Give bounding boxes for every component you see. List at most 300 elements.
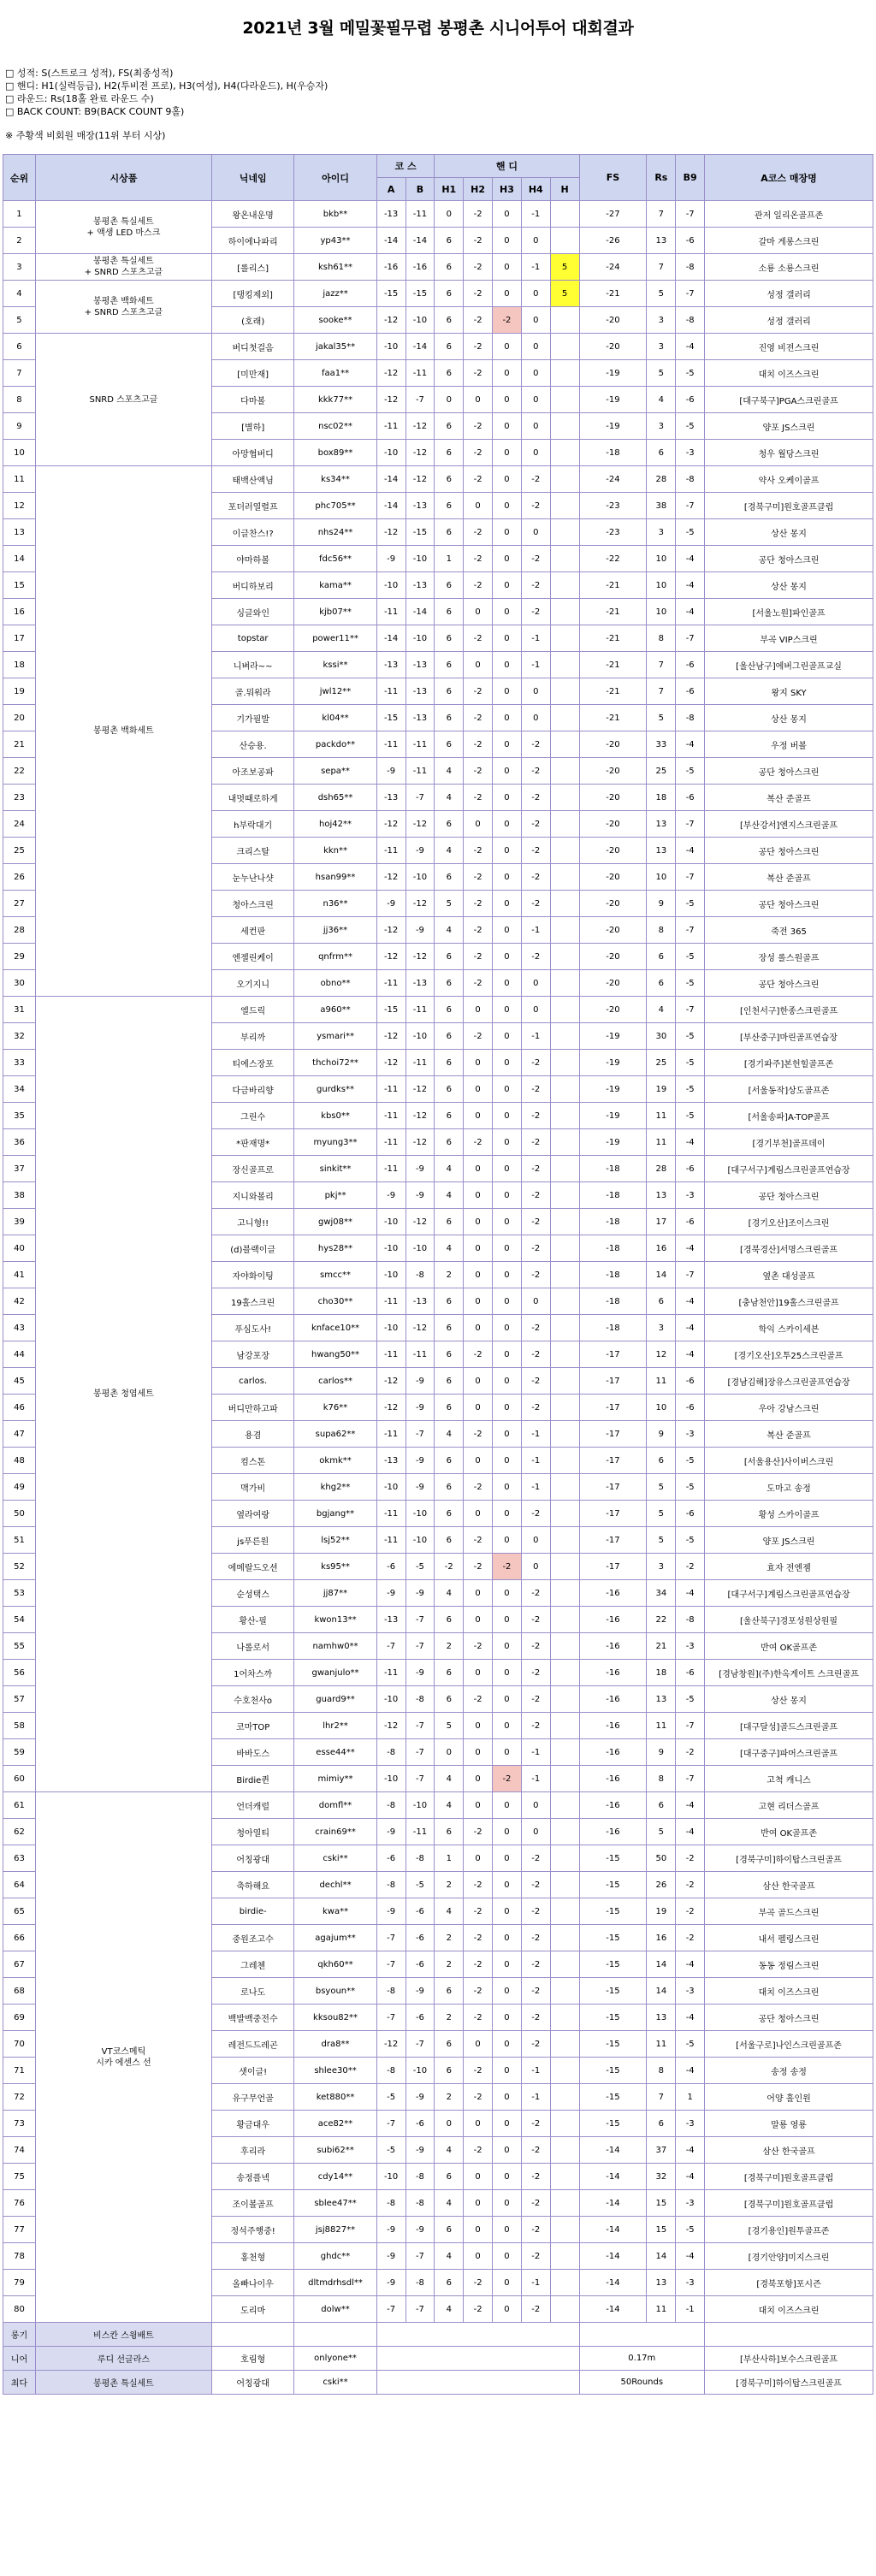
h-cell bbox=[550, 1872, 579, 1898]
id-cell: kl04** bbox=[294, 705, 376, 731]
id-cell: gwanjulo** bbox=[294, 1660, 376, 1686]
header-course: 코 스 bbox=[376, 155, 435, 178]
rs-cell: 18 bbox=[647, 1660, 676, 1686]
h-cell bbox=[550, 785, 579, 811]
b-cell: -6 bbox=[405, 1925, 435, 1951]
b9-cell: -4 bbox=[676, 546, 705, 572]
h2-cell: 0 bbox=[464, 2031, 493, 2058]
fs-cell: -20 bbox=[579, 891, 647, 917]
fs-cell: -14 bbox=[579, 2137, 647, 2164]
h3-cell: 0 bbox=[493, 1978, 522, 2005]
a-cell: -10 bbox=[376, 1262, 405, 1288]
h3-cell: 0 bbox=[493, 1925, 522, 1951]
fs-cell: -15 bbox=[579, 1872, 647, 1898]
a-cell: -10 bbox=[376, 1235, 405, 1262]
rs-cell: 10 bbox=[647, 1395, 676, 1421]
h3-cell: 0 bbox=[493, 413, 522, 440]
rank-cell: 59 bbox=[3, 1739, 36, 1766]
nickname-cell: 로나도 bbox=[211, 1978, 293, 2005]
h4-cell: 0 bbox=[521, 519, 550, 546]
fs-cell: -15 bbox=[579, 1925, 647, 1951]
h2-cell: -2 bbox=[464, 572, 493, 599]
a-cell: -12 bbox=[376, 1713, 405, 1739]
id-cell: cdy14** bbox=[294, 2164, 376, 2190]
rank-cell: 43 bbox=[3, 1315, 36, 1341]
b-cell: -13 bbox=[405, 652, 435, 678]
nickname-cell: 장신골프로 bbox=[211, 1156, 293, 1182]
a-cell: -11 bbox=[376, 1288, 405, 1315]
rs-cell: 5 bbox=[647, 1501, 676, 1527]
b-cell: -9 bbox=[405, 917, 435, 944]
a-cell: -7 bbox=[376, 1633, 405, 1660]
rs-cell: 7 bbox=[647, 2084, 676, 2111]
fs-cell: -20 bbox=[579, 307, 647, 334]
fs-cell: -21 bbox=[579, 572, 647, 599]
rank-cell: 28 bbox=[3, 917, 36, 944]
h1-cell: 6 bbox=[435, 678, 464, 705]
a-cell: -8 bbox=[376, 2190, 405, 2217]
h3-cell: 0 bbox=[493, 811, 522, 838]
h2-cell: -2 bbox=[464, 944, 493, 970]
rs-cell: 25 bbox=[647, 1050, 676, 1076]
nickname-cell: Birdie퀸 bbox=[211, 1766, 293, 1792]
h3-cell: 0 bbox=[493, 2164, 522, 2190]
fs-cell: -15 bbox=[579, 1845, 647, 1872]
h-cell bbox=[550, 334, 579, 360]
b-cell: -5 bbox=[405, 1872, 435, 1898]
h1-cell: 0 bbox=[435, 2111, 464, 2137]
rank-cell: 77 bbox=[3, 2217, 36, 2243]
h-cell bbox=[550, 1951, 579, 1978]
h1-cell: 4 bbox=[435, 1235, 464, 1262]
store-cell: 효자 전엔젬 bbox=[705, 1554, 873, 1580]
h1-cell: 4 bbox=[435, 1156, 464, 1182]
h4-cell: -1 bbox=[521, 1766, 550, 1792]
rank-cell: 67 bbox=[3, 1951, 36, 1978]
fs-cell: -20 bbox=[579, 917, 647, 944]
fs-cell: -22 bbox=[579, 546, 647, 572]
legend-line: □ BACK COUNT: B9(BACK COUNT 9홀) bbox=[5, 106, 185, 117]
b9-cell: -6 bbox=[676, 228, 705, 254]
fs-cell: -18 bbox=[579, 1315, 647, 1341]
header-h4: H4 bbox=[521, 178, 550, 201]
h1-cell: 6 bbox=[435, 2270, 464, 2296]
h2-cell: 0 bbox=[464, 1607, 493, 1633]
h3-cell: 0 bbox=[493, 1607, 522, 1633]
b-cell: -12 bbox=[405, 891, 435, 917]
b9-cell: -7 bbox=[676, 1262, 705, 1288]
h3-cell: 0 bbox=[493, 1448, 522, 1474]
b9-cell: -3 bbox=[676, 1421, 705, 1448]
b-cell: -7 bbox=[405, 387, 435, 413]
h1-cell: 6 bbox=[435, 1978, 464, 2005]
id-cell: box89** bbox=[294, 440, 376, 466]
h-cell bbox=[550, 1845, 579, 1872]
h3-cell: 0 bbox=[493, 493, 522, 519]
h-cell bbox=[550, 917, 579, 944]
store-cell: 복산 준골프 bbox=[705, 1421, 873, 1448]
header-h3: H3 bbox=[493, 178, 522, 201]
h1-cell: 6 bbox=[435, 1076, 464, 1103]
nickname-cell: 티에스장포 bbox=[211, 1050, 293, 1076]
h-cell bbox=[550, 387, 579, 413]
b-cell: -10 bbox=[405, 1235, 435, 1262]
b-cell: -13 bbox=[405, 1288, 435, 1315]
a-cell: -6 bbox=[376, 1845, 405, 1872]
prize-text: + SNRD 스포츠고글 bbox=[84, 307, 163, 317]
h4-cell: -2 bbox=[521, 1951, 550, 1978]
rank-cell: 15 bbox=[3, 572, 36, 599]
nickname-cell: 맥가비 bbox=[211, 1474, 293, 1501]
h-cell bbox=[550, 838, 579, 864]
a-cell: -7 bbox=[376, 2111, 405, 2137]
h3-cell: 0 bbox=[493, 440, 522, 466]
id-cell: jakal35** bbox=[294, 334, 376, 360]
b-cell: -13 bbox=[405, 493, 435, 519]
h3-cell: 0 bbox=[493, 1341, 522, 1368]
fs-cell: -16 bbox=[579, 1819, 647, 1845]
b-cell: -12 bbox=[405, 1209, 435, 1235]
a-cell: -12 bbox=[376, 360, 405, 387]
h2-cell: 0 bbox=[464, 387, 493, 413]
h4-cell: -2 bbox=[521, 1607, 550, 1633]
h3-cell: 0 bbox=[493, 1288, 522, 1315]
h1-cell: 6 bbox=[435, 2164, 464, 2190]
a-cell: -10 bbox=[376, 1315, 405, 1341]
b-cell: -6 bbox=[405, 2111, 435, 2137]
fs-cell: -15 bbox=[579, 1978, 647, 2005]
a-cell: -10 bbox=[376, 1209, 405, 1235]
id-cell: sblee47** bbox=[294, 2190, 376, 2217]
fs-cell: -17 bbox=[579, 1527, 647, 1554]
rs-cell: 7 bbox=[647, 201, 676, 228]
h-cell bbox=[550, 758, 579, 785]
b-cell: -11 bbox=[405, 1819, 435, 1845]
b-cell: -7 bbox=[405, 1739, 435, 1766]
h4-cell: -1 bbox=[521, 625, 550, 652]
nickname-cell: 황산-필 bbox=[211, 1607, 293, 1633]
footer-label: 최다 bbox=[3, 2371, 36, 2395]
b-cell: -11 bbox=[405, 731, 435, 758]
footer-prize: 봉평촌 특실세트 bbox=[35, 2371, 211, 2395]
a-cell: -9 bbox=[376, 2270, 405, 2296]
fs-cell: -19 bbox=[579, 360, 647, 387]
h-cell bbox=[550, 731, 579, 758]
a-cell: -9 bbox=[376, 2243, 405, 2270]
rank-cell: 35 bbox=[3, 1103, 36, 1129]
fs-cell: -16 bbox=[579, 1792, 647, 1819]
table-row bbox=[3, 997, 873, 1023]
h4-cell: 0 bbox=[521, 360, 550, 387]
h1-cell: 6 bbox=[435, 1607, 464, 1633]
b9-cell: -5 bbox=[676, 1527, 705, 1554]
a-cell: -8 bbox=[376, 1792, 405, 1819]
b-cell: -9 bbox=[405, 1660, 435, 1686]
h3-cell: 0 bbox=[493, 2031, 522, 2058]
id-cell: agajum** bbox=[294, 1925, 376, 1951]
nickname-cell: 도리마 bbox=[211, 2296, 293, 2323]
nickname-cell: 샛이글! bbox=[211, 2058, 293, 2084]
h3-cell: 0 bbox=[493, 944, 522, 970]
nickname-cell: 어칭광대 bbox=[211, 1845, 293, 1872]
h1-cell: 6 bbox=[435, 413, 464, 440]
nickname-cell: 세컨판 bbox=[211, 917, 293, 944]
b9-cell: -6 bbox=[676, 1501, 705, 1527]
h1-cell: 2 bbox=[435, 1872, 464, 1898]
h2-cell: -2 bbox=[464, 1951, 493, 1978]
h3-cell: 0 bbox=[493, 1076, 522, 1103]
table-row bbox=[3, 1792, 873, 1819]
store-cell: 장성 롤스원골프 bbox=[705, 944, 873, 970]
h4-cell: -2 bbox=[521, 1713, 550, 1739]
rs-cell: 11 bbox=[647, 2296, 676, 2323]
fs-cell: -18 bbox=[579, 1235, 647, 1262]
store-cell: 갈마 게롱스크린 bbox=[705, 228, 873, 254]
h4-cell: -1 bbox=[521, 2084, 550, 2111]
rank-cell: 40 bbox=[3, 1235, 36, 1262]
h1-cell: 0 bbox=[435, 1739, 464, 1766]
h2-cell: -2 bbox=[464, 705, 493, 731]
footer-id: onlyone** bbox=[294, 2347, 376, 2371]
b9-cell: -6 bbox=[676, 1209, 705, 1235]
b-cell: -9 bbox=[405, 1448, 435, 1474]
h3-cell: 0 bbox=[493, 1368, 522, 1395]
h2-cell: 0 bbox=[464, 1713, 493, 1739]
b9-cell: -4 bbox=[676, 1235, 705, 1262]
h2-cell: 0 bbox=[464, 1395, 493, 1421]
a-cell: -11 bbox=[376, 1341, 405, 1368]
nickname-cell: 푸심도사! bbox=[211, 1315, 293, 1341]
nickname-cell: 홍천형 bbox=[211, 2243, 293, 2270]
h3-cell: 0 bbox=[493, 731, 522, 758]
h-cell bbox=[550, 2111, 579, 2137]
b-cell: -12 bbox=[405, 466, 435, 493]
h4-cell: -2 bbox=[521, 1209, 550, 1235]
h-cell bbox=[550, 1580, 579, 1607]
h2-cell: -2 bbox=[464, 440, 493, 466]
id-cell: dsh65** bbox=[294, 785, 376, 811]
h3-cell: 0 bbox=[493, 334, 522, 360]
rank-cell: 26 bbox=[3, 864, 36, 891]
rank-cell: 75 bbox=[3, 2164, 36, 2190]
b9-cell: -7 bbox=[676, 811, 705, 838]
h1-cell: 6 bbox=[435, 2058, 464, 2084]
h2-cell: 0 bbox=[464, 1182, 493, 1209]
h3-cell: 0 bbox=[493, 625, 522, 652]
store-cell: 대치 이즈스크린 bbox=[705, 360, 873, 387]
id-cell: khg2** bbox=[294, 1474, 376, 1501]
h-cell bbox=[550, 652, 579, 678]
footer-store: [부산사하]보수스크린골프 bbox=[705, 2347, 873, 2371]
store-cell: 대치 이즈스크린 bbox=[705, 2296, 873, 2323]
h1-cell: 6 bbox=[435, 970, 464, 997]
h1-cell: 2 bbox=[435, 1925, 464, 1951]
h3-cell: 0 bbox=[493, 1209, 522, 1235]
rs-cell: 3 bbox=[647, 519, 676, 546]
rs-cell: 13 bbox=[647, 1686, 676, 1713]
fs-cell: -17 bbox=[579, 1368, 647, 1395]
b-cell: -11 bbox=[405, 758, 435, 785]
h4-cell: 0 bbox=[521, 334, 550, 360]
prize-text: SNRD 스포츠고글 bbox=[89, 394, 158, 405]
b9-cell: -8 bbox=[676, 466, 705, 493]
h4-cell: 0 bbox=[521, 413, 550, 440]
store-cell: 우아 강남스크린 bbox=[705, 1395, 873, 1421]
a-cell: -11 bbox=[376, 1103, 405, 1129]
nickname-cell: 태백산액님 bbox=[211, 466, 293, 493]
id-cell: esse44** bbox=[294, 1739, 376, 1766]
fs-cell: -15 bbox=[579, 2111, 647, 2137]
header-id: 아이디 bbox=[294, 155, 376, 201]
legend-line: □ 성적: S(스트로크 성적), FS(최종성적) bbox=[5, 68, 174, 79]
h1-cell: 6 bbox=[435, 625, 464, 652]
rs-cell: 5 bbox=[647, 1527, 676, 1554]
h1-cell: 6 bbox=[435, 652, 464, 678]
h2-cell: -2 bbox=[464, 254, 493, 281]
footer-label: 롱기 bbox=[3, 2323, 36, 2347]
h3-cell: 0 bbox=[493, 1182, 522, 1209]
b9-cell: -4 bbox=[676, 2058, 705, 2084]
h2-cell: -2 bbox=[464, 758, 493, 785]
header-rank: 순위 bbox=[3, 155, 36, 201]
h-cell: 5 bbox=[550, 281, 579, 307]
rs-cell: 34 bbox=[647, 1580, 676, 1607]
footer-nickname: 어칭광대 bbox=[211, 2371, 293, 2395]
fs-cell: -18 bbox=[579, 1288, 647, 1315]
id-cell: fdc56** bbox=[294, 546, 376, 572]
b9-cell: 1 bbox=[676, 2084, 705, 2111]
h3-cell: 0 bbox=[493, 705, 522, 731]
h2-cell: 0 bbox=[464, 599, 493, 625]
h4-cell: -2 bbox=[521, 891, 550, 917]
rs-cell: 10 bbox=[647, 546, 676, 572]
id-cell: sepa** bbox=[294, 758, 376, 785]
rs-cell: 3 bbox=[647, 413, 676, 440]
header-fs: FS bbox=[579, 155, 647, 201]
nickname-cell: 후리라 bbox=[211, 2137, 293, 2164]
h2-cell: -2 bbox=[464, 228, 493, 254]
h-cell bbox=[550, 519, 579, 546]
fs-cell: -15 bbox=[579, 2005, 647, 2031]
table-row bbox=[3, 201, 873, 228]
rank-cell: 63 bbox=[3, 1845, 36, 1872]
rs-cell: 6 bbox=[647, 1792, 676, 1819]
id-cell: ks34** bbox=[294, 466, 376, 493]
h1-cell: 6 bbox=[435, 254, 464, 281]
a-cell: -11 bbox=[376, 678, 405, 705]
h3-cell: 0 bbox=[493, 1527, 522, 1554]
h4-cell: -2 bbox=[521, 1686, 550, 1713]
results-table bbox=[3, 154, 873, 2395]
fs-cell: -17 bbox=[579, 1474, 647, 1501]
h-cell bbox=[550, 1235, 579, 1262]
legend bbox=[5, 67, 328, 118]
b-cell: -10 bbox=[405, 864, 435, 891]
rank-cell: 41 bbox=[3, 1262, 36, 1288]
rank-cell: 13 bbox=[3, 519, 36, 546]
rank-cell: 69 bbox=[3, 2005, 36, 2031]
h3-cell: 0 bbox=[493, 652, 522, 678]
h1-cell: 2 bbox=[435, 1633, 464, 1660]
id-cell: guard9** bbox=[294, 1686, 376, 1713]
h-cell bbox=[550, 891, 579, 917]
h-cell bbox=[550, 1368, 579, 1395]
a-cell: -8 bbox=[376, 2058, 405, 2084]
h2-cell: -2 bbox=[464, 1527, 493, 1554]
b-cell: -11 bbox=[405, 1341, 435, 1368]
h2-cell: -2 bbox=[464, 838, 493, 864]
rank-cell: 68 bbox=[3, 1978, 36, 2005]
rs-cell: 15 bbox=[647, 2190, 676, 2217]
fs-cell: -17 bbox=[579, 1395, 647, 1421]
h-cell bbox=[550, 1156, 579, 1182]
h2-cell: -2 bbox=[464, 1554, 493, 1580]
id-cell: okmk** bbox=[294, 1448, 376, 1474]
id-cell: hys28** bbox=[294, 1235, 376, 1262]
rs-cell: 5 bbox=[647, 360, 676, 387]
fs-cell: -23 bbox=[579, 519, 647, 546]
b9-cell: -6 bbox=[676, 1156, 705, 1182]
id-cell: dolw** bbox=[294, 2296, 376, 2323]
nickname-cell: 나롤로서 bbox=[211, 1633, 293, 1660]
legend-line: □ 라운드: Rs(18홀 완료 라운드 수) bbox=[5, 93, 154, 104]
h3-cell: -2 bbox=[493, 307, 522, 334]
b9-cell: -4 bbox=[676, 2164, 705, 2190]
b9-cell: -4 bbox=[676, 1580, 705, 1607]
a-cell: -16 bbox=[376, 254, 405, 281]
h2-cell: 0 bbox=[464, 2111, 493, 2137]
h2-cell: 0 bbox=[464, 811, 493, 838]
rank-cell: 4 bbox=[3, 281, 36, 307]
nickname-cell: js푸른원 bbox=[211, 1527, 293, 1554]
b-cell: -8 bbox=[405, 1845, 435, 1872]
b9-cell: -7 bbox=[676, 281, 705, 307]
b9-cell: -7 bbox=[676, 997, 705, 1023]
b9-cell: -2 bbox=[676, 1845, 705, 1872]
rank-cell: 34 bbox=[3, 1076, 36, 1103]
rs-cell: 28 bbox=[647, 466, 676, 493]
footer-result: 50Rounds bbox=[579, 2371, 705, 2395]
nickname-cell: 오기지니 bbox=[211, 970, 293, 997]
rs-cell: 13 bbox=[647, 2270, 676, 2296]
h-cell bbox=[550, 493, 579, 519]
store-cell: 성정 갤러리 bbox=[705, 307, 873, 334]
h3-cell: -2 bbox=[493, 1554, 522, 1580]
b9-cell: -5 bbox=[676, 944, 705, 970]
b9-cell: -7 bbox=[676, 201, 705, 228]
id-cell: jazz** bbox=[294, 281, 376, 307]
b-cell: -11 bbox=[405, 997, 435, 1023]
results-body bbox=[3, 201, 873, 2395]
nickname-cell: 니벼라~~ bbox=[211, 652, 293, 678]
fs-cell: -14 bbox=[579, 2296, 647, 2323]
rs-cell: 5 bbox=[647, 1819, 676, 1845]
h1-cell: 6 bbox=[435, 811, 464, 838]
h2-cell: 0 bbox=[464, 1792, 493, 1819]
h2-cell: 0 bbox=[464, 997, 493, 1023]
fs-cell: -19 bbox=[579, 1129, 647, 1156]
h3-cell: -2 bbox=[493, 1766, 522, 1792]
store-cell: 송정 송정 bbox=[705, 2058, 873, 2084]
h-cell bbox=[550, 970, 579, 997]
a-cell: -15 bbox=[376, 705, 405, 731]
h-cell bbox=[550, 1633, 579, 1660]
h2-cell: -2 bbox=[464, 546, 493, 572]
b-cell: -7 bbox=[405, 1766, 435, 1792]
h1-cell: 6 bbox=[435, 1527, 464, 1554]
id-cell: bgjang** bbox=[294, 1501, 376, 1527]
b-cell: -12 bbox=[405, 1315, 435, 1341]
